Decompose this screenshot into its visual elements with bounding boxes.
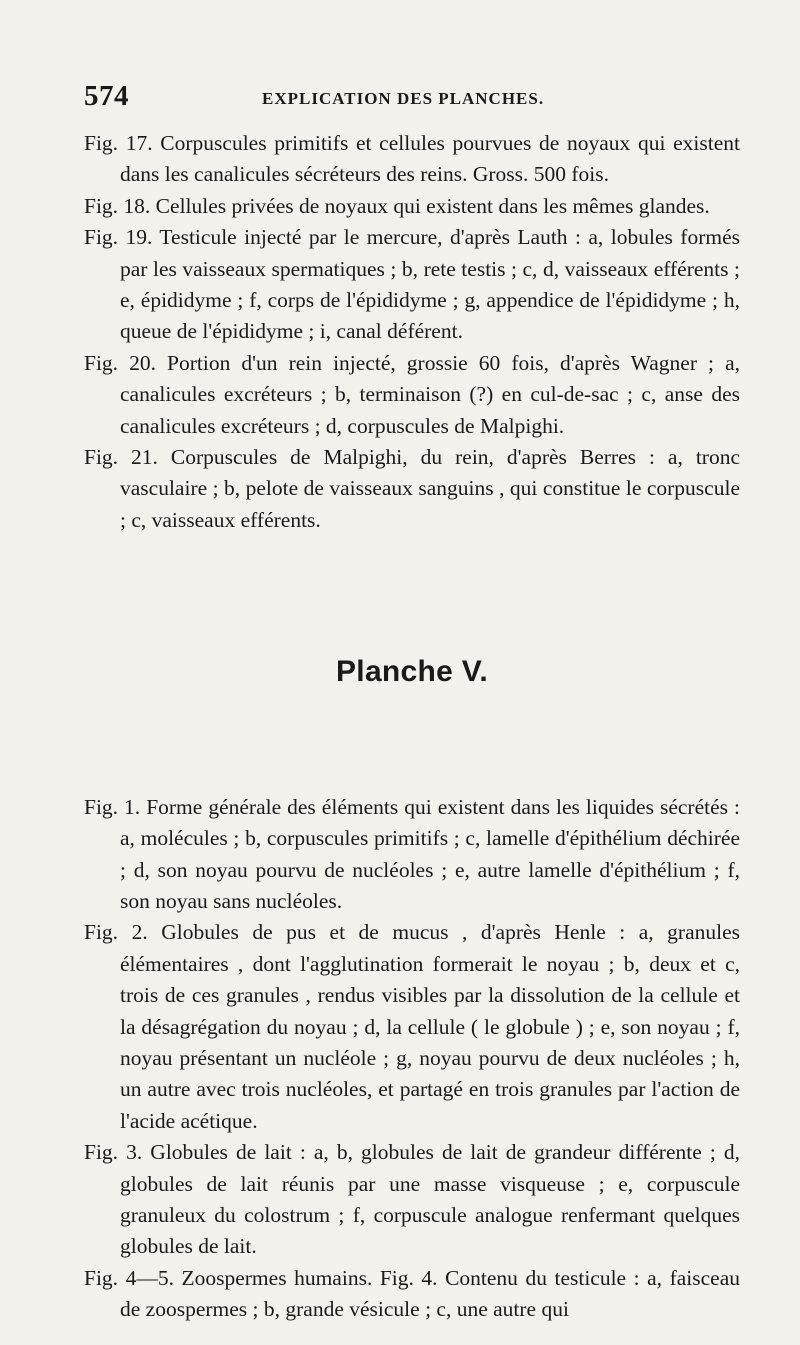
- fig-20-entry: Fig. 20. Portion d'un rein injecté, grossie 60 fois, d'après Wagner ; a, canalicules excréteurs ; b, terminaison (?) en cul-de-sac ; c, anse des canalicules excréteurs ; d, corpuscules de Malpighi.: [84, 350, 740, 438]
- plate-title: Planche V.: [336, 655, 488, 689]
- page-number: 574: [84, 80, 129, 112]
- plate5-fig-3-entry: Fig. 3. Globules de lait : a, b, globules de lait de grandeur différente ; d, globules de lait réunis par une masse visqueuse ; e, corpuscule granuleux du colostrum ; f, corpuscule analogue renfermant quelques globules de lait.: [84, 1140, 740, 1259]
- page-header: [84, 80, 724, 126]
- plate5-fig-1-entry: Fig. 1. Forme générale des éléments qui existent dans les liquides sécrétés : a, molécules ; b, corpuscules primitifs ; c, lamelle d'épithélium déchirée ; d, son noyau pourvu de nucléoles ; e, autre lamelle d'épithélium ; f, son noyau sans nucléoles.: [84, 794, 740, 913]
- fig-19-entry: Fig. 19. Testicule injecté par le mercure, d'après Lauth : a, lobules formés par les vaisseaux spermatiques ; b, rete testis ; c, d, vaisseaux efférents ; e, épididyme ; f, corps de l'épididyme ; g, appendice de l'épididyme ; h, queue de l'épididyme ; i, canal déférent.: [84, 225, 740, 344]
- fig-18-entry: Fig. 18. Cellules privées de noyaux qui existent dans les mêmes glandes.: [84, 193, 710, 218]
- fig-21-entry: Fig. 21. Corpuscules de Malpighi, du rein, d'après Berres : a, tronc vasculaire ; b, pelote de vaisseaux sanguins , qui constitue le corpuscule ; c, vaisseaux efférents.: [84, 445, 740, 532]
- body-text: [84, 128, 740, 1326]
- plate5-fig-4-5-entry: Fig. 4—5. Zoospermes humains. Fig. 4. Contenu du testicule : a, faisceau de zoospermes ; b, grande vésicule ; c, une autre qui: [84, 1265, 740, 1322]
- plate5-fig-2-entry: Fig. 2. Globules de pus et de mucus , d'après Henle : a, granules élémentaires , dont l'agglutination formerait le noyau ; b, deux et c, trois de ces granules , rendus visibles par la dissolution de la cellule et la désagrégation du noyau ; d, la cellule ( le globule ) ; e, son noyau ; f, noyau présentant un nucléole ; g, noyau pourvu de deux nucléoles ; h, un autre avec trois nucléoles, et partagé en trois granules par l'action de l'acide acétique.: [84, 920, 740, 1133]
- fig-17-entry: Fig. 17. Corpuscules primitifs et cellules pourvues de noyaux qui existent dans les canalicules sécréteurs des reins. Gross. 500 fois.: [84, 131, 740, 187]
- running-head: EXPLICATION DES PLANCHES.: [262, 89, 545, 108]
